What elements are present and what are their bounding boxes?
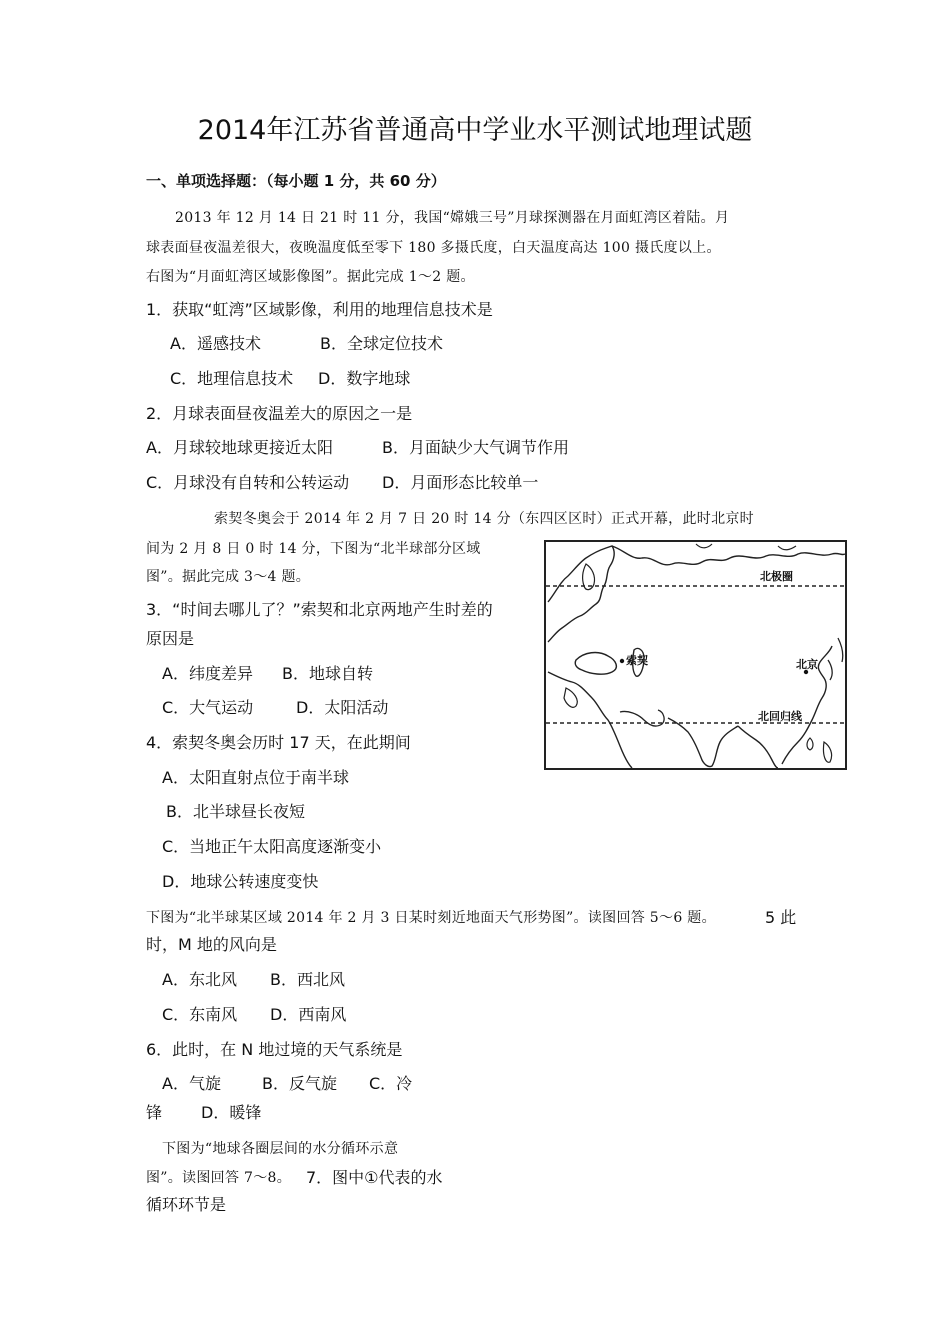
question-3-option-a: A．纬度差异 [162, 664, 253, 683]
question-1-stem: 1．获取“虹湾”区域影像，利用的地理信息技术是 [146, 300, 493, 319]
question-2-option-b: B．月面缺少大气调节作用 [382, 438, 569, 457]
mediterranean-island [564, 688, 577, 707]
question-2-stem: 2．月球表面昼夜温差大的原因之一是 [146, 404, 413, 423]
middle-east-coast [548, 672, 632, 768]
question-5-number: 5 此 [765, 908, 797, 927]
section-heading: 一、单项选择题：（每小题 1 分，共 60 分） [146, 172, 446, 190]
europe-coastline [548, 546, 614, 642]
question-3-option-c: C．大气运动 [162, 698, 254, 717]
question-7-stem-line-2: 循环环节是 [146, 1195, 227, 1214]
arctic-circle-label: 北极圈 [760, 570, 793, 583]
question-2-option-a: A．月球较地球更接近太阳 [146, 438, 333, 457]
question-5-option-c: C．东南风 [162, 1005, 238, 1024]
question-3-stem-line-2: 原因是 [146, 629, 195, 648]
arctic-island [696, 544, 712, 548]
question-4-option-b: B．北半球昼长夜短 [166, 802, 305, 821]
question-6-option-a: A．气旋 [162, 1074, 221, 1093]
passage-1-line-2: 球表面昼夜温差很大，夜晚温度低至零下 180 多摄氏度，白天温度高达 100 摄氏度以上。 [146, 240, 721, 256]
question-5-option-d: D．西南风 [270, 1005, 347, 1024]
southeast-asia-coast [738, 726, 778, 768]
philippine-islands [823, 742, 831, 762]
question-3-option-d: D．太阳活动 [296, 698, 389, 717]
question-4-option-a: A．太阳直射点位于南半球 [162, 768, 349, 787]
question-1-option-b: B．全球定位技术 [320, 334, 443, 353]
passage-2-line-1: 索契冬奥会于 2014 年 2 月 7 日 20 时 14 分（东四区区时）正式开幕，此时北京时 [214, 511, 754, 527]
sochi-marker [620, 659, 624, 663]
question-2-option-c: C．月球没有自转和公转运动 [146, 473, 350, 492]
map-drawing [546, 542, 845, 768]
question-4-stem: 4．索契冬奥会历时 17 天，在此期间 [146, 733, 411, 752]
question-4-option-d: D．地球公转速度变快 [162, 872, 319, 891]
passage-2-line-3: 图”。据此完成 3～4 题。 [146, 569, 311, 585]
japan-islands [838, 638, 843, 662]
passage-4-line-1: 下图为“地球各圈层间的水分循环示意 [162, 1141, 399, 1157]
arctic-coastline [612, 546, 845, 565]
question-6-stem: 6．此时，在 N 地过境的天气系统是 [146, 1040, 403, 1059]
passage-3-line-1: 下图为“北半球某区域 2014 年 2 月 3 日某时刻近地面天气形势图”。读图回答 5～6 题。 [146, 910, 716, 926]
question-6-option-c-part-2: 锋 [146, 1103, 163, 1122]
korea-peninsula [828, 660, 832, 680]
question-5-option-a: A．东北风 [162, 970, 237, 989]
arctic-island-east [778, 546, 796, 550]
question-1-option-a: A．遥感技术 [170, 334, 261, 353]
question-4-option-c: C．当地正午太阳高度逐渐变小 [162, 837, 382, 856]
question-5-stem: 时，M 地的风向是 [146, 935, 277, 954]
passage-2-line-2: 间为 2 月 8 日 0 时 14 分，下图为“北半球部分区域 [146, 541, 481, 557]
question-6-option-b: B．反气旋 [262, 1074, 337, 1093]
passage-4-line-2: 图”。读图回答 7～8。 [146, 1170, 292, 1186]
india-coastline [668, 718, 738, 767]
question-2-option-d: D．月面形态比较单一 [382, 473, 539, 492]
black-sea [575, 653, 616, 675]
question-7-stem-line-1: 7．图中①代表的水 [306, 1168, 443, 1187]
question-1-option-d: D．数字地球 [318, 369, 411, 388]
question-5-option-b: B．西北风 [270, 970, 345, 989]
northern-hemisphere-map [544, 540, 847, 770]
sochi-label: 索契 [626, 654, 648, 667]
question-1-option-c: C．地理信息技术 [170, 369, 294, 388]
question-6-option-c-part-1: C．冷 [369, 1074, 413, 1093]
question-3-stem-line-1: 3．“时间去哪儿了？”索契和北京两地产生时差的 [146, 600, 493, 619]
tropic-of-cancer-label: 北回归线 [758, 710, 802, 723]
question-6-option-d: D．暖锋 [201, 1103, 262, 1122]
passage-1-line-3: 右图为“月面虹湾区域影像图”。据此完成 1～2 题。 [146, 269, 475, 285]
beijing-label: 北京 [796, 658, 818, 671]
passage-1-line-1: 2013 年 12 月 14 日 21 时 11 分，我国“嫦娥三号”月球探测器在月面虹湾区着陆。月 [175, 210, 730, 226]
page-title: 2014年江苏省普通高中学业水平测试地理试题 [197, 115, 753, 146]
taiwan-island [807, 738, 813, 750]
question-3-option-b: B．地球自转 [282, 664, 373, 683]
